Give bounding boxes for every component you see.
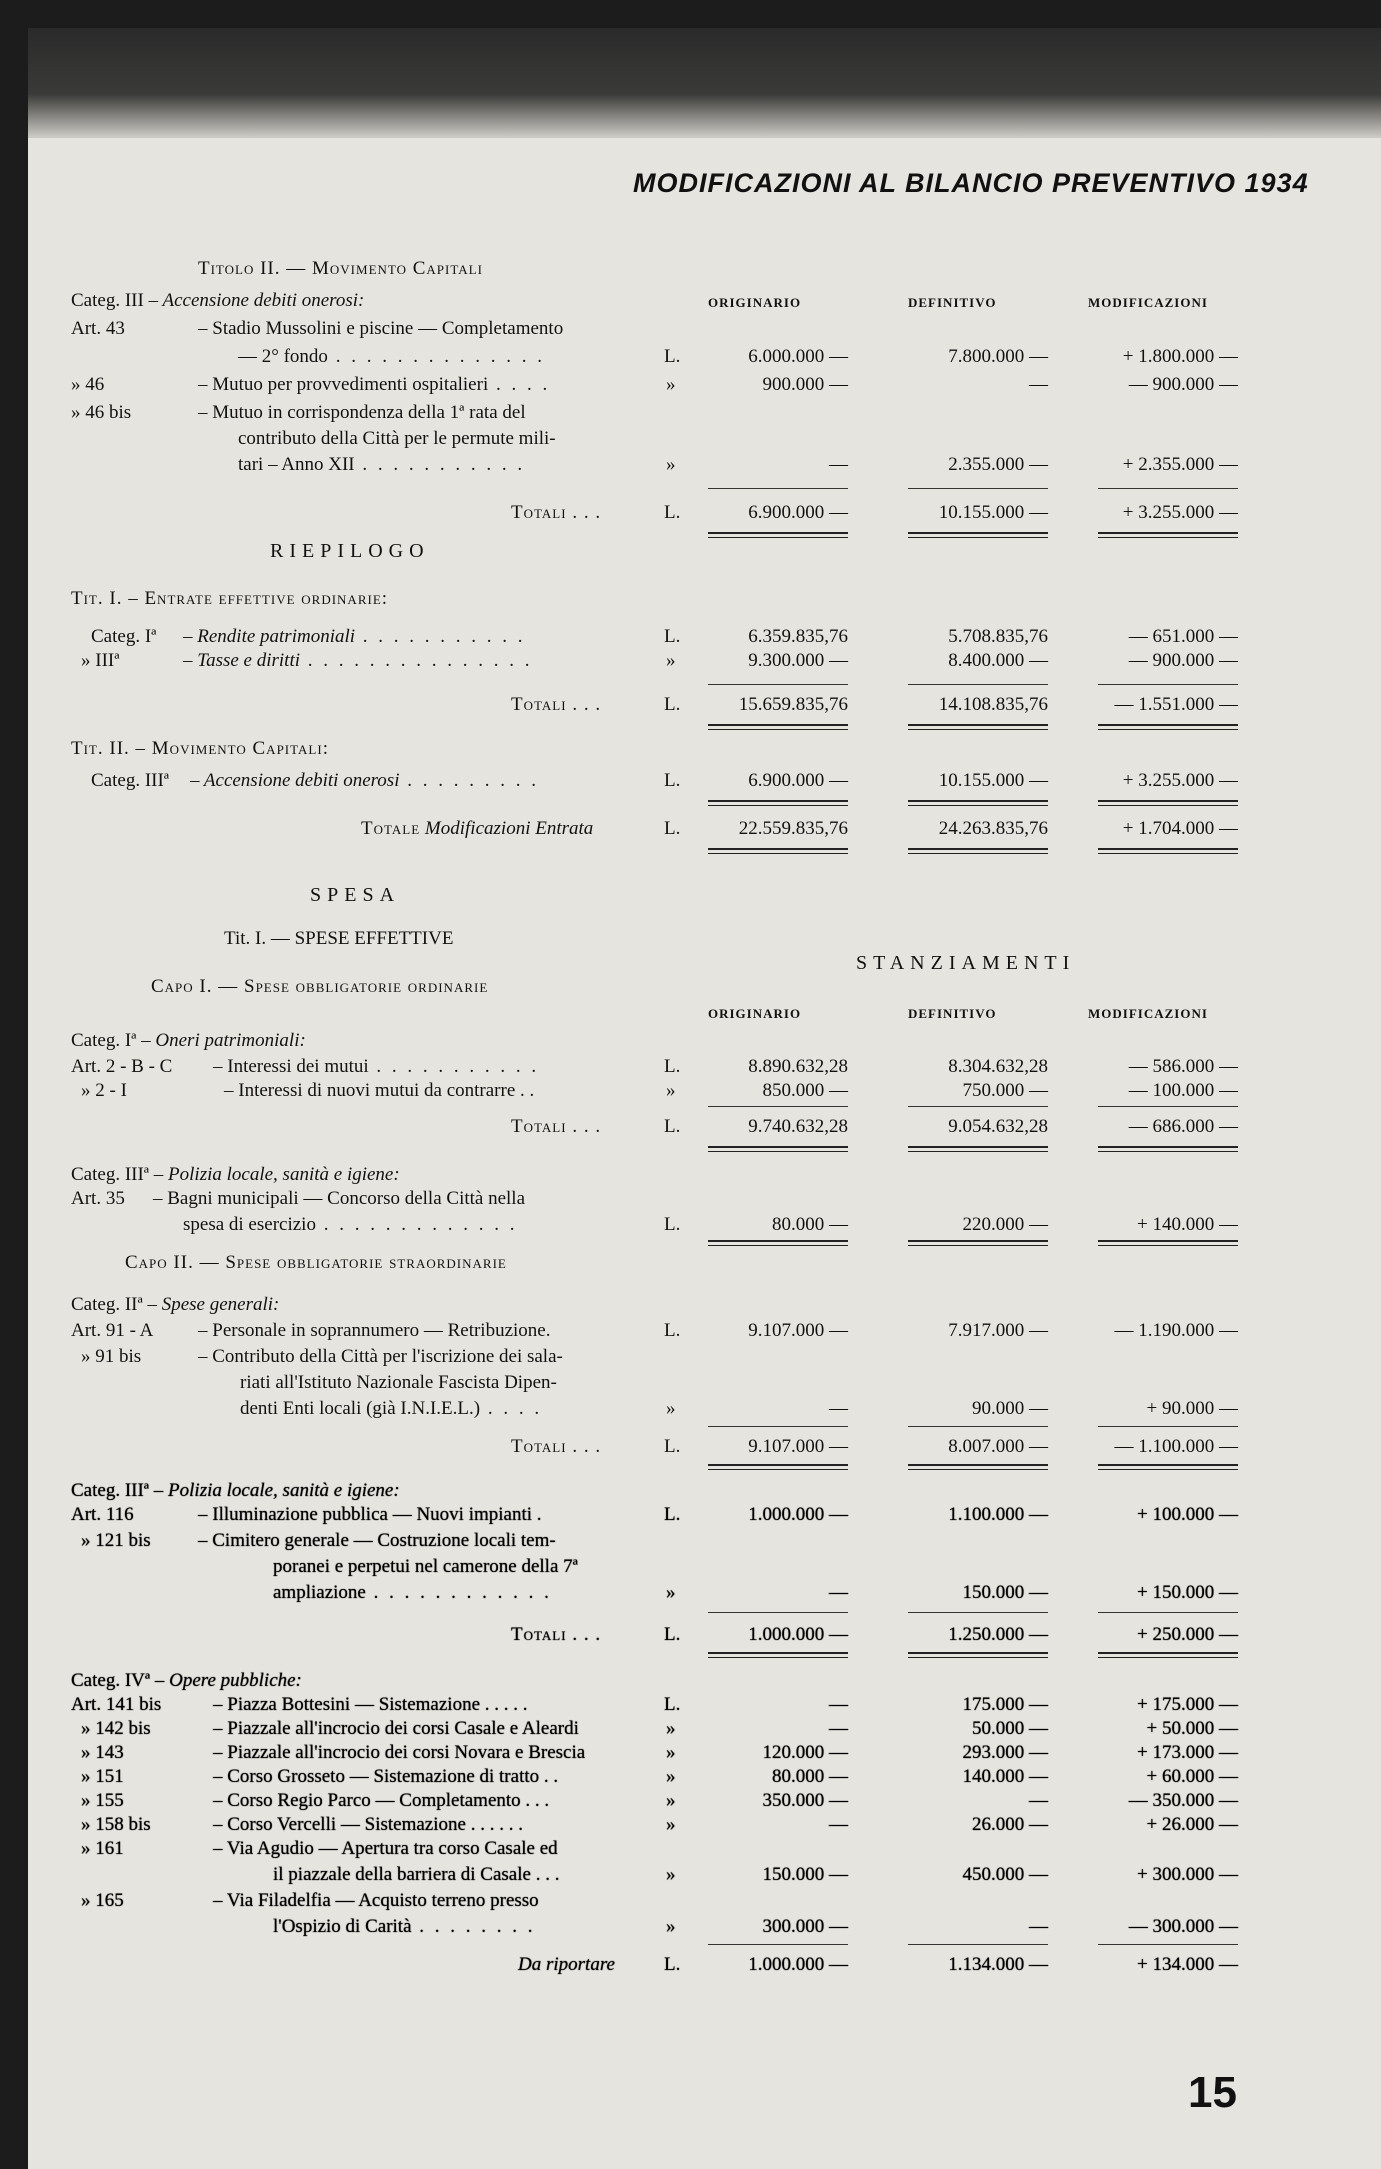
- val-def: —: [1029, 1790, 1048, 1811]
- categ-label: [71, 1480, 400, 1502]
- categ-number: Categ. IIIª: [71, 1164, 150, 1185]
- val-mod: — 1.190.000 —: [1114, 1320, 1238, 1341]
- currency: »: [666, 1916, 676, 1937]
- currency: L.: [664, 1504, 681, 1525]
- row-desc: – Corso Grosseto — Sistemazione di tratto . .: [213, 1766, 559, 1787]
- double-rule: [1098, 1652, 1238, 1658]
- riportare-label: [518, 1954, 615, 1976]
- col-modificazioni: MODIFICAZIONI: [1088, 295, 1208, 310]
- row-desc: il piazzale della barriera di Casale . . .: [273, 1864, 560, 1885]
- rule: [1098, 488, 1238, 489]
- row-art: Art. 116: [71, 1504, 134, 1525]
- rule: [1098, 1944, 1238, 1945]
- tot-def: 14.108.835,76: [938, 694, 1048, 715]
- rule: [708, 1612, 848, 1613]
- double-rule: [908, 1146, 1048, 1152]
- row-desc-text: l'Ospizio di Carità: [273, 1916, 412, 1937]
- tot-mod: — 686.000 —: [1128, 1116, 1238, 1137]
- double-rule: [708, 1652, 848, 1658]
- val-orig: 8.890.632,28: [748, 1056, 848, 1077]
- capo2-heading: Capo II. — Spese obbligatorie straordinarie: [125, 1252, 507, 1273]
- tot-orig: 1.000.000 —: [748, 1954, 848, 1975]
- val-def: 90.000 —: [972, 1398, 1048, 1419]
- val-orig: —: [829, 454, 848, 475]
- double-rule: [1098, 1464, 1238, 1470]
- val-mod: + 173.000 —: [1137, 1742, 1238, 1763]
- tot-def: 9.054.632,28: [948, 1116, 1048, 1137]
- row-art: » 161: [81, 1838, 124, 1859]
- page-number: 15: [1188, 2068, 1237, 2117]
- val-def: 8.304.632,28: [948, 1056, 1048, 1077]
- row-desc-text: – Accensione debiti onerosi: [190, 770, 400, 791]
- categ-number: Categ. IIª: [71, 1294, 143, 1315]
- rule: [1098, 1426, 1238, 1427]
- currency: »: [666, 374, 676, 395]
- double-rule: [1098, 1146, 1238, 1152]
- val-def: —: [1029, 1916, 1048, 1937]
- row-desc: – Illuminazione pubblica — Nuovi impianti .: [198, 1504, 542, 1525]
- val-mod: — 900.000 —: [1128, 650, 1238, 671]
- row-art: Art. 91 - A: [71, 1320, 154, 1341]
- row-desc: – Personale in soprannumero — Retribuzione.: [198, 1320, 551, 1341]
- currency: L.: [664, 1624, 681, 1645]
- currency: L.: [664, 1320, 681, 1341]
- rule: [908, 1426, 1048, 1427]
- categ-label: [71, 1030, 306, 1052]
- row-desc: poranei e perpetui nel camerone della 7ª: [273, 1556, 578, 1577]
- riepilogo-heading: RIEPILOGO: [270, 540, 430, 562]
- row-desc-text: – Mutuo per provvedimenti ospitalieri: [198, 374, 489, 395]
- currency: L.: [664, 1694, 681, 1715]
- rule: [908, 1944, 1048, 1945]
- row-art: » 142 bis: [81, 1718, 151, 1739]
- currency: »: [666, 1790, 676, 1811]
- val-def: 140.000 —: [962, 1766, 1048, 1787]
- tot-mod: — 1.100.000 —: [1114, 1436, 1238, 1457]
- val-def: 2.355.000 —: [948, 454, 1048, 475]
- currency: L.: [664, 1056, 681, 1077]
- totali-text: Totali: [511, 1436, 567, 1457]
- val-mod: — 350.000 —: [1128, 1790, 1238, 1811]
- row-desc: tari – Anno XII . . . . . . . . . . .: [238, 454, 526, 475]
- rule: [1098, 1106, 1238, 1107]
- row-categ: Categ. IIIª: [91, 770, 170, 791]
- row-desc: – Contributo della Città per l'iscrizione dei sala-: [198, 1346, 563, 1367]
- totali-text: Totali: [511, 1116, 567, 1137]
- double-rule: [708, 724, 848, 730]
- tot-def: 1.250.000 —: [948, 1624, 1048, 1645]
- rule: [1098, 684, 1238, 685]
- val-orig: 150.000 —: [762, 1864, 848, 1885]
- row-desc-text: il piazzale della barriera di Casale: [273, 1864, 531, 1885]
- row-art: » 46 bis: [71, 402, 132, 423]
- row-desc: – Corso Regio Parco — Completamento . . .: [213, 1790, 550, 1811]
- rule: [908, 1612, 1048, 1613]
- tot-orig: 22.559.835,76: [738, 818, 848, 839]
- row-desc-text: tari – Anno XII: [238, 454, 355, 475]
- val-def: 26.000 —: [972, 1814, 1048, 1835]
- val-orig: 9.107.000 —: [748, 1320, 848, 1341]
- double-rule: [1098, 848, 1238, 854]
- tot-mod: — 1.551.000 —: [1114, 694, 1238, 715]
- row-art: Art. 141 bis: [71, 1694, 162, 1715]
- totali-label: Totali . . .: [511, 1436, 602, 1457]
- currency: L.: [664, 1436, 681, 1457]
- categ-title: – Polizia locale, sanità e igiene:: [153, 1480, 400, 1501]
- spesa-heading: SPESA: [310, 884, 401, 906]
- val-def: 50.000 —: [972, 1718, 1048, 1739]
- currency: »: [666, 1080, 676, 1101]
- categ-title: – Accensione debiti onerosi:: [148, 290, 365, 311]
- rule: [908, 684, 1048, 685]
- val-def: 175.000 —: [962, 1694, 1048, 1715]
- currency: L.: [664, 626, 681, 647]
- row-desc: – Mutuo per provvedimenti ospitalieri . . . .: [198, 374, 551, 395]
- row-desc: spesa di esercizio . . . . . . . . . . . . .: [183, 1214, 518, 1235]
- tit2-heading: Tit. II. – Movimento Capitali:: [71, 738, 329, 759]
- val-def: 220.000 —: [962, 1214, 1048, 1235]
- double-rule: [908, 848, 1048, 854]
- categ-number: Categ. III: [71, 290, 144, 311]
- tot-def: 8.007.000 —: [948, 1436, 1048, 1457]
- row-desc-text: – Illuminazione pubblica — Nuovi impianti: [198, 1504, 533, 1525]
- categ-title: – Polizia locale, sanità e igiene:: [153, 1164, 400, 1185]
- double-rule: [708, 1240, 848, 1246]
- row-art: » 121 bis: [81, 1530, 151, 1551]
- row-desc: – Cimitero generale — Costruzione locali tem-: [198, 1530, 556, 1551]
- document-page: [28, 28, 1381, 2169]
- currency: »: [666, 1742, 676, 1763]
- val-mod: + 175.000 —: [1137, 1694, 1238, 1715]
- categ-label: [71, 1670, 302, 1692]
- categ-title: – Opere pubbliche:: [154, 1670, 302, 1691]
- currency: L.: [664, 1116, 681, 1137]
- categ-title: – Oneri patrimoniali:: [141, 1030, 306, 1051]
- row-desc-text: spesa di esercizio: [183, 1214, 316, 1235]
- row-art: » 155: [81, 1790, 124, 1811]
- row-desc-text: – Corso Vercelli — Sistemazione: [213, 1814, 466, 1835]
- totale-text: Totale: [361, 818, 421, 839]
- row-desc-text: ampliazione: [273, 1582, 366, 1603]
- rule: [908, 488, 1048, 489]
- tot-def: 24.263.835,76: [938, 818, 1048, 839]
- row-desc: – Via Agudio — Apertura tra corso Casale ed: [213, 1838, 558, 1859]
- categ-title: – Spese generali:: [147, 1294, 280, 1315]
- tot-orig: 9.107.000 —: [748, 1436, 848, 1457]
- row-desc: – Stadio Mussolini e piscine — Completamento: [198, 318, 564, 339]
- val-def: 8.400.000 —: [948, 650, 1048, 671]
- row-desc: l'Ospizio di Carità . . . . . . . .: [273, 1916, 536, 1937]
- currency: L.: [664, 346, 681, 367]
- val-mod: + 140.000 —: [1137, 1214, 1238, 1235]
- currency: »: [666, 454, 676, 475]
- val-orig: 9.300.000 —: [748, 650, 848, 671]
- val-mod: — 100.000 —: [1128, 1080, 1238, 1101]
- titolo-heading: Titolo II. — Movimento Capitali: [198, 258, 483, 279]
- totali-label: Totali . . .: [511, 1624, 602, 1645]
- val-def: —: [1029, 374, 1048, 395]
- col-modificazioni: MODIFICAZIONI: [1088, 1006, 1208, 1021]
- row-art: » 158 bis: [81, 1814, 151, 1835]
- row-categ: » IIIª: [81, 650, 120, 671]
- double-rule: [908, 532, 1048, 538]
- double-rule: [908, 1464, 1048, 1470]
- row-categ: Categ. Iª: [91, 626, 157, 647]
- row-desc: – Piazzale all'incrocio dei corsi Novara e Brescia: [213, 1742, 586, 1763]
- val-orig: 80.000 —: [772, 1766, 848, 1787]
- row-art: Art. 2 - B - C: [71, 1056, 173, 1077]
- totali-label: Totali . . .: [511, 502, 602, 523]
- row-art: » 2 - I: [81, 1080, 127, 1101]
- totale-text2: Modificazioni Entrata: [424, 818, 594, 839]
- row-desc-cont: — 2° fondo: [238, 346, 328, 367]
- stanziamenti-heading: STANZIAMENTI: [856, 952, 1076, 974]
- capo1-heading: Capo I. — Spese obbligatorie ordinarie: [151, 976, 489, 997]
- col-originario: ORIGINARIO: [708, 1006, 802, 1021]
- row-art: » 165: [81, 1890, 124, 1911]
- val-mod: + 1.800.000 —: [1122, 346, 1238, 367]
- row-art: » 91 bis: [81, 1346, 142, 1367]
- col-originario: ORIGINARIO: [708, 295, 802, 310]
- totali-text: Totali: [511, 694, 567, 715]
- rule: [708, 488, 848, 489]
- currency: »: [666, 650, 676, 671]
- currency: »: [666, 1864, 676, 1885]
- row-art: » 46: [71, 374, 105, 395]
- tot-orig: 15.659.835,76: [738, 694, 848, 715]
- double-rule: [708, 1464, 848, 1470]
- categ-label: [71, 1164, 400, 1186]
- double-rule: [708, 532, 848, 538]
- row-desc: ampliazione . . . . . . . . . . . .: [273, 1582, 552, 1603]
- double-rule: [908, 1652, 1048, 1658]
- val-mod: + 100.000 —: [1137, 1504, 1238, 1525]
- rule: [1098, 1612, 1238, 1613]
- val-mod: + 26.000 —: [1146, 1814, 1238, 1835]
- val-mod: + 3.255.000 —: [1122, 770, 1238, 791]
- tot-mod: + 250.000 —: [1137, 1624, 1238, 1645]
- val-def: 150.000 —: [962, 1582, 1048, 1603]
- row-desc: – Rendite patrimoniali . . . . . . . . . . .: [183, 626, 526, 647]
- val-orig: —: [829, 1718, 848, 1739]
- val-orig: 6.000.000 —: [748, 346, 848, 367]
- val-mod: + 60.000 —: [1146, 1766, 1238, 1787]
- double-rule: [708, 800, 848, 806]
- currency: L.: [664, 1214, 681, 1235]
- categ-number: Categ. Iª: [71, 1030, 137, 1051]
- double-rule: [908, 800, 1048, 806]
- val-orig: 1.000.000 —: [748, 1504, 848, 1525]
- col-definitivo: DEFINITIVO: [908, 295, 997, 310]
- val-def: 1.100.000 —: [948, 1504, 1048, 1525]
- val-orig: —: [829, 1694, 848, 1715]
- tot-mod: + 134.000 —: [1137, 1954, 1238, 1975]
- categ-label: [71, 290, 364, 312]
- tot-mod: + 1.704.000 —: [1122, 818, 1238, 839]
- tot-orig: 9.740.632,28: [748, 1116, 848, 1137]
- val-def: 5.708.835,76: [948, 626, 1048, 647]
- row-desc-text: – Interessi dei mutui: [213, 1056, 369, 1077]
- val-orig: —: [829, 1814, 848, 1835]
- currency: L.: [664, 770, 681, 791]
- row-desc: — 2° fondo . . . . . . . . . . . . . .: [238, 346, 545, 367]
- currency: »: [666, 1814, 676, 1835]
- rule: [708, 1944, 848, 1945]
- double-rule: [708, 1146, 848, 1152]
- tot-orig: 6.900.000 —: [748, 502, 848, 523]
- currency: L.: [664, 1954, 681, 1975]
- val-def: 293.000 —: [962, 1742, 1048, 1763]
- row-desc: riati all'Istituto Nazionale Fascista Dipen-: [240, 1372, 557, 1393]
- val-mod: + 90.000 —: [1146, 1398, 1238, 1419]
- row-desc-text: – Interessi di nuovi mutui da contrarre: [224, 1080, 516, 1101]
- val-orig: 300.000 —: [762, 1916, 848, 1937]
- double-rule: [908, 1240, 1048, 1246]
- val-orig: 350.000 —: [762, 1790, 848, 1811]
- row-desc-text: denti Enti locali (già I.N.I.E.L.): [240, 1398, 481, 1419]
- val-def: 750.000 —: [962, 1080, 1048, 1101]
- row-desc: denti Enti locali (già I.N.I.E.L.) . . . .: [240, 1398, 543, 1419]
- totali-label: Totali . . .: [511, 694, 602, 715]
- val-orig: 900.000 —: [762, 374, 848, 395]
- double-rule: [1098, 1240, 1238, 1246]
- row-desc: contributo della Città per le permute mili-: [238, 428, 556, 449]
- currency: L.: [664, 502, 681, 523]
- tot-orig: 1.000.000 —: [748, 1624, 848, 1645]
- val-orig: —: [829, 1398, 848, 1419]
- val-orig: 6.359.835,76: [748, 626, 848, 647]
- totali-label: Totali . . .: [511, 1116, 602, 1137]
- val-orig: —: [829, 1582, 848, 1603]
- val-mod: + 150.000 —: [1137, 1582, 1238, 1603]
- currency: L.: [664, 818, 681, 839]
- row-desc-text: – Corso Regio Parco — Completamento: [213, 1790, 521, 1811]
- categ-label: [71, 1294, 279, 1316]
- val-mod: + 2.355.000 —: [1122, 454, 1238, 475]
- totale-label: [361, 818, 593, 840]
- row-desc: – Interessi di nuovi mutui da contrarre . .: [224, 1080, 535, 1101]
- rule: [708, 684, 848, 685]
- val-def: 450.000 —: [962, 1864, 1048, 1885]
- row-desc: – Mutuo in corrispondenza della 1ª rata del: [198, 402, 526, 423]
- currency: »: [666, 1582, 676, 1603]
- val-mod: — 300.000 —: [1128, 1916, 1238, 1937]
- page-header: MODIFICAZIONI AL BILANCIO PREVENTIVO 1934: [633, 168, 1309, 198]
- row-desc-text: – Tasse e diritti: [183, 650, 301, 671]
- scan-border: [28, 28, 1381, 138]
- row-art: Art. 35: [71, 1188, 125, 1209]
- val-def: 7.800.000 —: [948, 346, 1048, 367]
- currency: L.: [664, 694, 681, 715]
- val-orig: 120.000 —: [762, 1742, 848, 1763]
- categ-number: Categ. IVª: [71, 1670, 151, 1691]
- currency: »: [666, 1718, 676, 1739]
- row-desc: – Corso Vercelli — Sistemazione . . . . . .: [213, 1814, 523, 1835]
- double-rule: [1098, 532, 1238, 538]
- val-def: 7.917.000 —: [948, 1320, 1048, 1341]
- val-mod: — 900.000 —: [1128, 374, 1238, 395]
- tit-spese: Tit. I. — SPESE EFFETTIVE: [224, 928, 454, 949]
- row-desc-text: – Rendite patrimoniali: [183, 626, 356, 647]
- val-mod: — 651.000 —: [1128, 626, 1238, 647]
- riportare-text: Da riportare: [518, 1954, 615, 1975]
- val-orig: 850.000 —: [762, 1080, 848, 1101]
- row-art: » 151: [81, 1766, 124, 1787]
- tot-mod: + 3.255.000 —: [1122, 502, 1238, 523]
- tit1-heading: Tit. I. – Entrate effettive ordinarie:: [71, 588, 389, 609]
- totali-text: Totali: [511, 502, 567, 523]
- row-desc-text: – Corso Grosseto — Sistemazione di tratto: [213, 1766, 540, 1787]
- val-orig: 80.000 —: [772, 1214, 848, 1235]
- rule: [708, 1426, 848, 1427]
- rule: [708, 1106, 848, 1107]
- rule: [908, 1106, 1048, 1107]
- row-desc: – Interessi dei mutui . . . . . . . . . . .: [213, 1056, 540, 1077]
- double-rule: [708, 848, 848, 854]
- row-art: Art. 43: [71, 318, 125, 339]
- currency: »: [666, 1766, 676, 1787]
- row-art: » 143: [81, 1742, 124, 1763]
- double-rule: [1098, 800, 1238, 806]
- row-desc-text: – Piazza Bottesini — Sistemazione: [213, 1694, 481, 1715]
- row-desc: – Piazzale all'incrocio dei corsi Casale e Aleardi: [213, 1718, 579, 1739]
- val-def: 10.155.000 —: [938, 770, 1048, 791]
- tot-def: 1.134.000 —: [948, 1954, 1048, 1975]
- val-orig: 6.900.000 —: [748, 770, 848, 791]
- col-definitivo: DEFINITIVO: [908, 1006, 997, 1021]
- row-desc: – Piazza Bottesini — Sistemazione . . . . .: [213, 1694, 528, 1715]
- row-desc: – Bagni municipali — Concorso della Città nella: [153, 1188, 526, 1209]
- val-mod: — 586.000 —: [1128, 1056, 1238, 1077]
- val-mod: + 300.000 —: [1137, 1864, 1238, 1885]
- val-mod: + 50.000 —: [1146, 1718, 1238, 1739]
- categ-number: Categ. IIIª: [71, 1480, 150, 1501]
- currency: »: [666, 1398, 676, 1419]
- row-desc: – Tasse e diritti . . . . . . . . . . . . . . .: [183, 650, 533, 671]
- double-rule: [908, 724, 1048, 730]
- tot-def: 10.155.000 —: [938, 502, 1048, 523]
- row-desc: – Via Filadelfia — Acquisto terreno presso: [213, 1890, 539, 1911]
- row-desc: – Accensione debiti onerosi . . . . . . . . .: [190, 770, 539, 791]
- totali-text: Totali: [511, 1624, 567, 1645]
- double-rule: [1098, 724, 1238, 730]
